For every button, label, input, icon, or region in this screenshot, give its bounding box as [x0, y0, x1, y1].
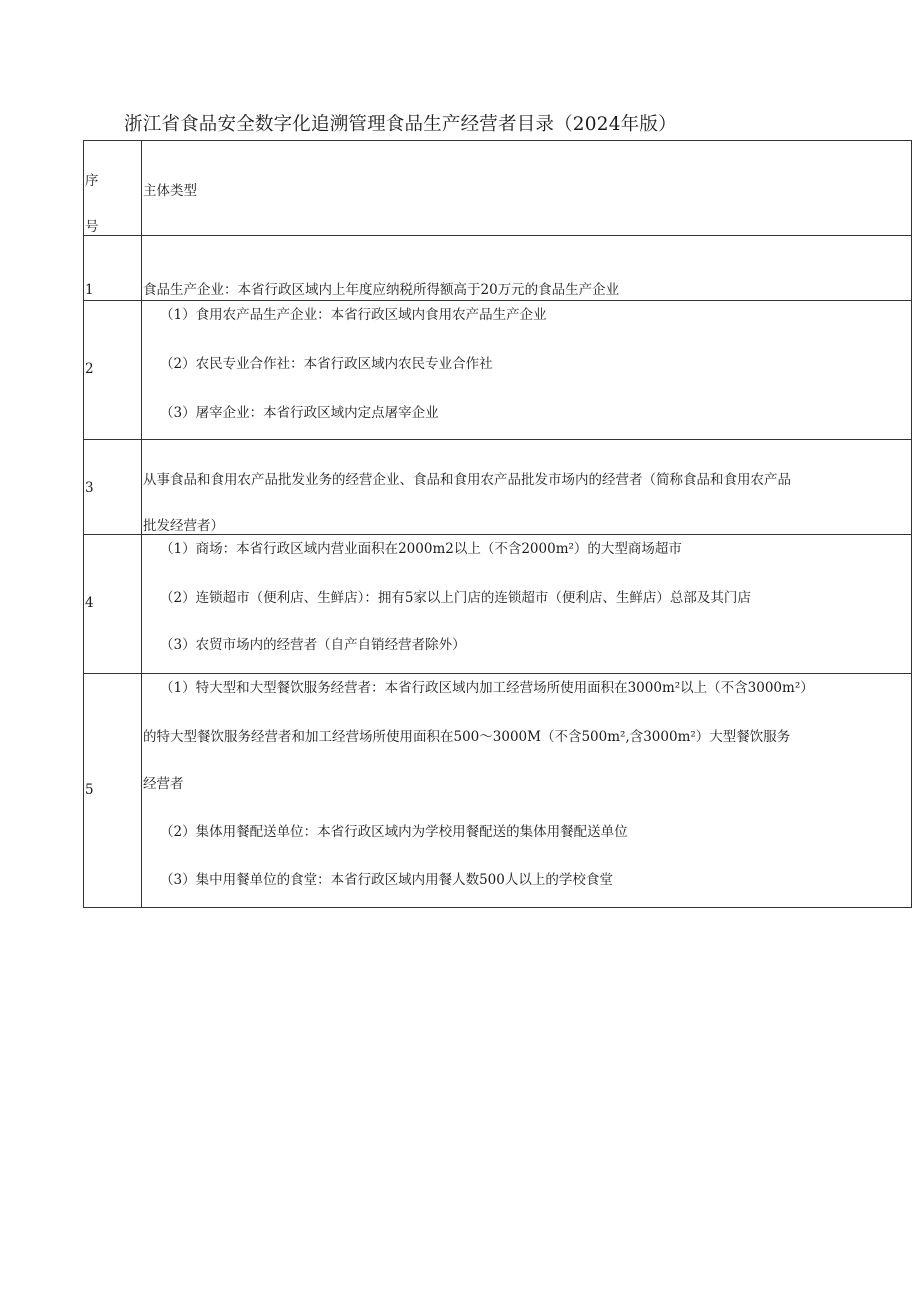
row-line: 的特大型餐饮服务经营者和加工经营场所使用面积在500～3000M（不含500m²,含3000m²）大型餐饮服务 — [143, 729, 791, 745]
catalog-table — [83, 140, 912, 908]
row-line: 经营者 — [143, 776, 184, 792]
row-line: （2）集体用餐配送单位：本省行政区域内为学校用餐配送的集体用餐配送单位 — [160, 824, 628, 840]
row-content-cell — [142, 236, 912, 301]
row-number-cell — [84, 301, 142, 440]
row-number: 3 — [85, 480, 94, 496]
row-content-cell — [142, 535, 912, 674]
table-row — [84, 674, 912, 908]
header-no-top: 序 — [85, 173, 99, 189]
row-number-cell — [84, 236, 142, 301]
table-row — [84, 440, 912, 535]
header-type-label: 主体类型 — [143, 183, 197, 199]
header-no-cell — [84, 141, 142, 236]
header-no-bottom: 号 — [85, 219, 99, 235]
row-line: （1）商场：本省行政区域内营业面积在2000m2以上（不含2000m²）的大型商场超市 — [160, 541, 682, 557]
row-number-cell — [84, 674, 142, 908]
row-number: 5 — [85, 782, 94, 798]
row-line: （2）农民专业合作社：本省行政区域内农民专业合作社 — [160, 356, 493, 372]
table-row — [84, 236, 912, 301]
row-number-cell — [84, 535, 142, 674]
document-title: 浙江省食品安全数字化追溯管理食品生产经营者目录（2024年版） — [124, 114, 677, 135]
row-line: 批发经营者） — [143, 518, 224, 534]
table-row — [84, 535, 912, 674]
row-number-cell — [84, 440, 142, 535]
row-line: （3）集中用餐单位的食堂：本省行政区域内用餐人数500人以上的学校食堂 — [160, 872, 613, 888]
row-line: （1）食用农产品生产企业：本省行政区域内食用农产品生产企业 — [160, 307, 547, 323]
row-line: （3）农贸市场内的经营者（自产自销经营者除外） — [160, 637, 466, 653]
header-type-cell — [142, 141, 912, 236]
row-line: 食品生产企业：本省行政区域内上年度应纳税所得额高于20万元的食品生产企业 — [143, 282, 620, 298]
row-number: 4 — [85, 595, 94, 611]
row-number: 1 — [85, 282, 94, 298]
row-content-cell — [142, 440, 912, 535]
row-line: （2）连锁超市（便利店、生鲜店）：拥有5家以上门店的连锁超市（便利店、生鲜店）总部及其门店 — [160, 590, 751, 606]
row-line: （1）特大型和大型餐饮服务经营者：本省行政区域内加工经营场所使用面积在3000m²以上（不含3000m²） — [160, 680, 814, 696]
table-header-row — [84, 141, 912, 236]
row-line: 从事食品和食用农产品批发业务的经营企业、食品和食用农产品批发市场内的经营者（简称食品和食用农产品 — [143, 472, 791, 488]
table-row — [84, 301, 912, 440]
row-line: （3）屠宰企业：本省行政区域内定点屠宰企业 — [160, 405, 439, 421]
row-content-cell — [142, 301, 912, 440]
row-content-cell — [142, 674, 912, 908]
row-number: 2 — [85, 361, 94, 377]
